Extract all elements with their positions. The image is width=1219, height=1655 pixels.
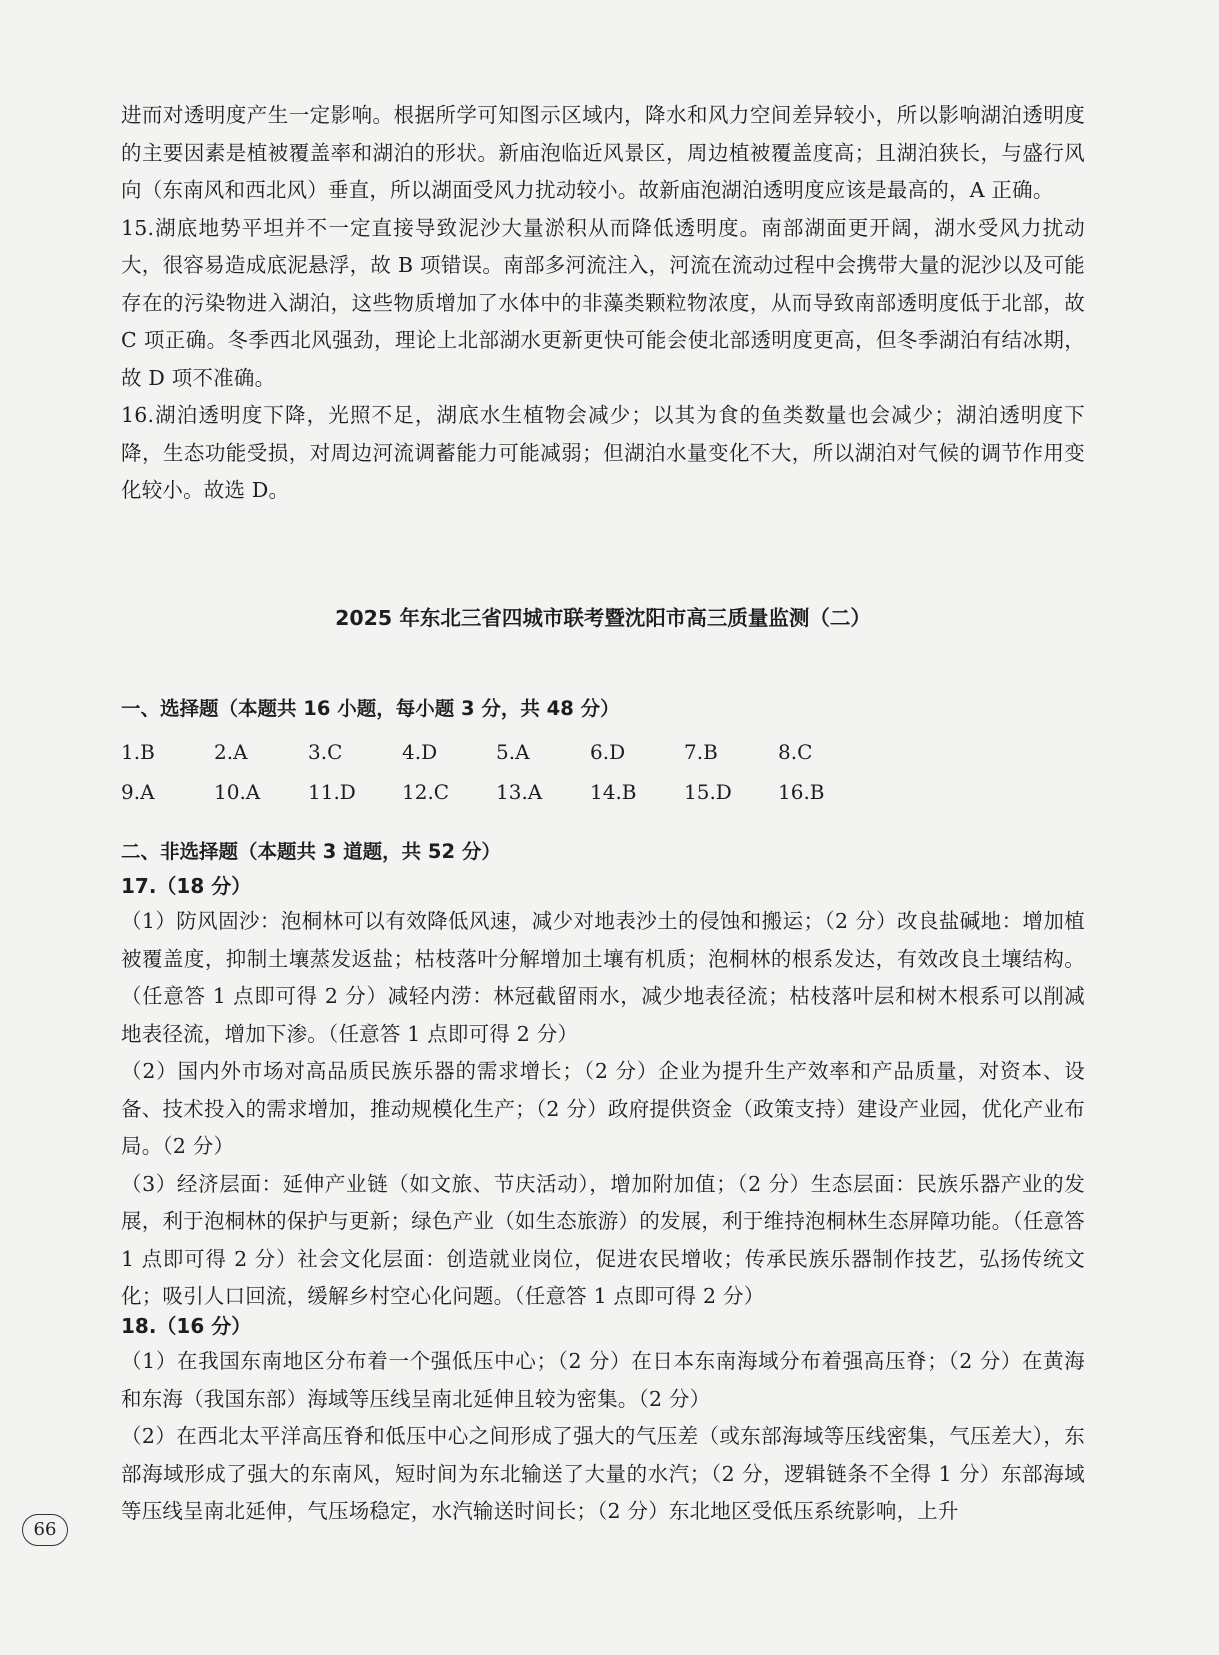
question-18-heading: 18.（16 分）: [121, 1314, 252, 1338]
answer-item: 15.D: [684, 780, 732, 804]
top-answer-block: [121, 97, 1085, 510]
answer-item: 13.A: [496, 780, 543, 804]
answer-item: 10.A: [214, 780, 261, 804]
q18-part-2: （2）在西北太平洋高压脊和低压中心之间形成了强大的气压差（或东部海域等压线密集，气压差大），东部海域形成了强大的东南风，短时间为东北输送了大量的水汽；（2 分，逻辑链条不全得 1 分）东部海域等压线呈南北延伸，气压场稳定，水汽输送时间长；（2 分）东北地区受低压系统影响，上升: [121, 1424, 1085, 1523]
answer-item: 8.C: [778, 740, 813, 764]
page-number: 66: [22, 1514, 68, 1546]
answer-item: 3.C: [308, 740, 343, 764]
answer-item: 2.A: [214, 740, 248, 764]
answer-item: 1.B: [121, 740, 155, 764]
answer-item: 6.D: [590, 740, 626, 764]
question-17-block: [121, 870, 1085, 1316]
paragraph-14-continued: 进而对透明度产生一定影响。根据所学可知图示区域内，降水和风力空间差异较小，所以影响湖泊透明度的主要因素是植被覆盖率和湖泊的形状。新庙泡临近风景区，周边植被覆盖度高；且湖泊狭长，与盛行风向（东南风和西北风）垂直，所以湖面受风力扰动较小。故新庙泡湖泊透明度应该是最高的，A 正确。: [121, 103, 1085, 202]
answers-row: [121, 780, 1085, 820]
choice-answers: [121, 740, 1085, 820]
paragraph-15: 15.湖底地势平坦并不一定直接导致泥沙大量淤积从而降低透明度。南部湖面更开阔，湖水受风力扰动大，很容易造成底泥悬浮，故 B 项错误。南部多河流注入，河流在流动过程中会携带大量的泥沙以及可能存在的污染物进入湖泊，这些物质增加了水体中的非藻类颗粒物浓度，从而导致南部透明度低于北部，故 C 项正确。冬季西北风强劲，理论上北部湖水更新更快可能会使北部透明度更高，但冬季湖泊有结冰期，故 D 项不准确。: [121, 215, 1085, 390]
question-18-block: [121, 1310, 1085, 1531]
q17-part-1: （1）防风固沙：泡桐林可以有效降低风速，减少对地表沙土的侵蚀和搬运；（2 分）改良盐碱地：增加植被覆盖度，抑制土壤蒸发返盐；枯枝落叶分解增加土壤有机质；泡桐林的根系发达，有效改良土壤结构。（任意答 1 点即可得 2 分）减轻内涝：林冠截留雨水，减少地表径流；枯枝落叶层和树木根系可以削减地表径流，增加下渗。（任意答 1 点即可得 2 分）: [121, 909, 1085, 1046]
answer-item: 4.D: [402, 740, 438, 764]
answer-item: 11.D: [308, 780, 356, 804]
answer-item: 12.C: [402, 780, 450, 804]
answer-item: 14.B: [590, 780, 637, 804]
answer-item: 16.B: [778, 780, 825, 804]
question-17-heading: 17.（18 分）: [121, 874, 252, 898]
paragraph-16: 16.湖泊透明度下降，光照不足，湖底水生植物会减少；以其为食的鱼类数量也会减少；湖泊透明度下降，生态功能受损，对周边河流调蓄能力可能减弱；但湖泊水量变化不大，所以湖泊对气候的调节作用变化较小。故选 D。: [121, 403, 1085, 502]
answer-item: 9.A: [121, 780, 155, 804]
answer-item: 5.A: [496, 740, 530, 764]
answer-item: 7.B: [684, 740, 718, 764]
q17-part-2: （2）国内外市场对高品质民族乐器的需求增长；（2 分）企业为提升生产效率和产品质量，对资本、设备、技术投入的需求增加，推动规模化生产；（2 分）政府提供资金（政策支持）建设产业园，优化产业布局。（2 分）: [121, 1059, 1085, 1158]
q17-part-3: （3）经济层面：延伸产业链（如文旅、节庆活动），增加附加值；（2 分）生态层面：民族乐器产业的发展，利于泡桐林的保护与更新；绿色产业（如生态旅游）的发展，利于维持泡桐林生态屏障功能。（任意答 1 点即可得 2 分）社会文化层面：创造就业岗位，促进农民增收；传承民族乐器制作技艺，弘扬传统文化；吸引人口回流，缓解乡村空心化问题。（任意答 1 点即可得 2 分）: [121, 1171, 1085, 1308]
section-nonchoice-title: 二、非选择题（本题共 3 道题，共 52 分）: [121, 840, 501, 863]
exam-title: 2025 年东北三省四城市联考暨沈阳市高三质量监测（二）: [335, 606, 871, 630]
q18-part-1: （1）在我国东南地区分布着一个强低压中心；（2 分）在日本东南海域分布着强高压脊；（2 分）在黄海和东海（我国东部）海域等压线呈南北延伸且较为密集。（2 分）: [121, 1349, 1085, 1411]
section-choice-title: 一、选择题（本题共 16 小题，每小题 3 分，共 48 分）: [121, 697, 620, 720]
answers-row: [121, 740, 1085, 780]
